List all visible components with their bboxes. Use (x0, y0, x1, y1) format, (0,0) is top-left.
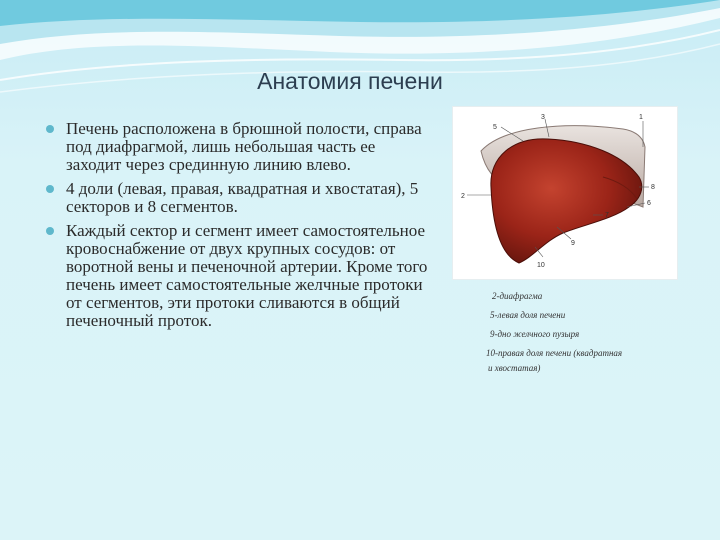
figure-label: 6 (647, 200, 651, 207)
figure-label: 5 (493, 124, 497, 131)
figure-label: 9 (571, 240, 575, 247)
figure-label: 3 (541, 114, 545, 121)
legend-item: 2-диафрагма (492, 291, 543, 301)
legend-item: 10-правая доля печени (квадратная (486, 348, 623, 358)
legend-item: 9-дно желчного пузыря (490, 329, 580, 339)
legend-item: и хвостатая) (488, 363, 541, 373)
liver-illustration (452, 106, 678, 280)
bullet-text: 4 доли (левая, правая, квадратная и хвостатая), 5 секторов и 8 сегментов. (66, 179, 419, 216)
figure-label: 8 (651, 184, 655, 191)
bullet-icon (46, 227, 54, 235)
bullet-list (44, 120, 434, 336)
bullet-item (44, 222, 434, 330)
figure-label: 10 (537, 262, 545, 269)
figure-legend (478, 290, 708, 381)
legend-item: 5-левая доля печени (490, 310, 566, 320)
bullet-item (44, 180, 434, 216)
slide-title: Анатомия печени (257, 68, 443, 94)
bullet-item (44, 120, 434, 174)
bullet-text: Печень расположена в брюшной полости, справа под диафрагмой, лишь небольшая часть ее заходит через срединную линию влево. (66, 119, 422, 174)
bullet-icon (46, 125, 54, 133)
figure-label: 1 (639, 114, 643, 121)
figure-label: 7 (605, 212, 609, 219)
bullet-icon (46, 185, 54, 193)
liver-drawing (453, 107, 677, 279)
bullet-text: Каждый сектор и сегмент имеет самостоятельное кровоснабжение от двух крупных сосудов: от воротной вены и печеночной артерии. Кроме того печень имеет самостоятельные желчные протоки от сегментов, эти протоки сливаются в общий печеночный проток. (66, 221, 428, 330)
figure-label: 2 (461, 193, 465, 200)
